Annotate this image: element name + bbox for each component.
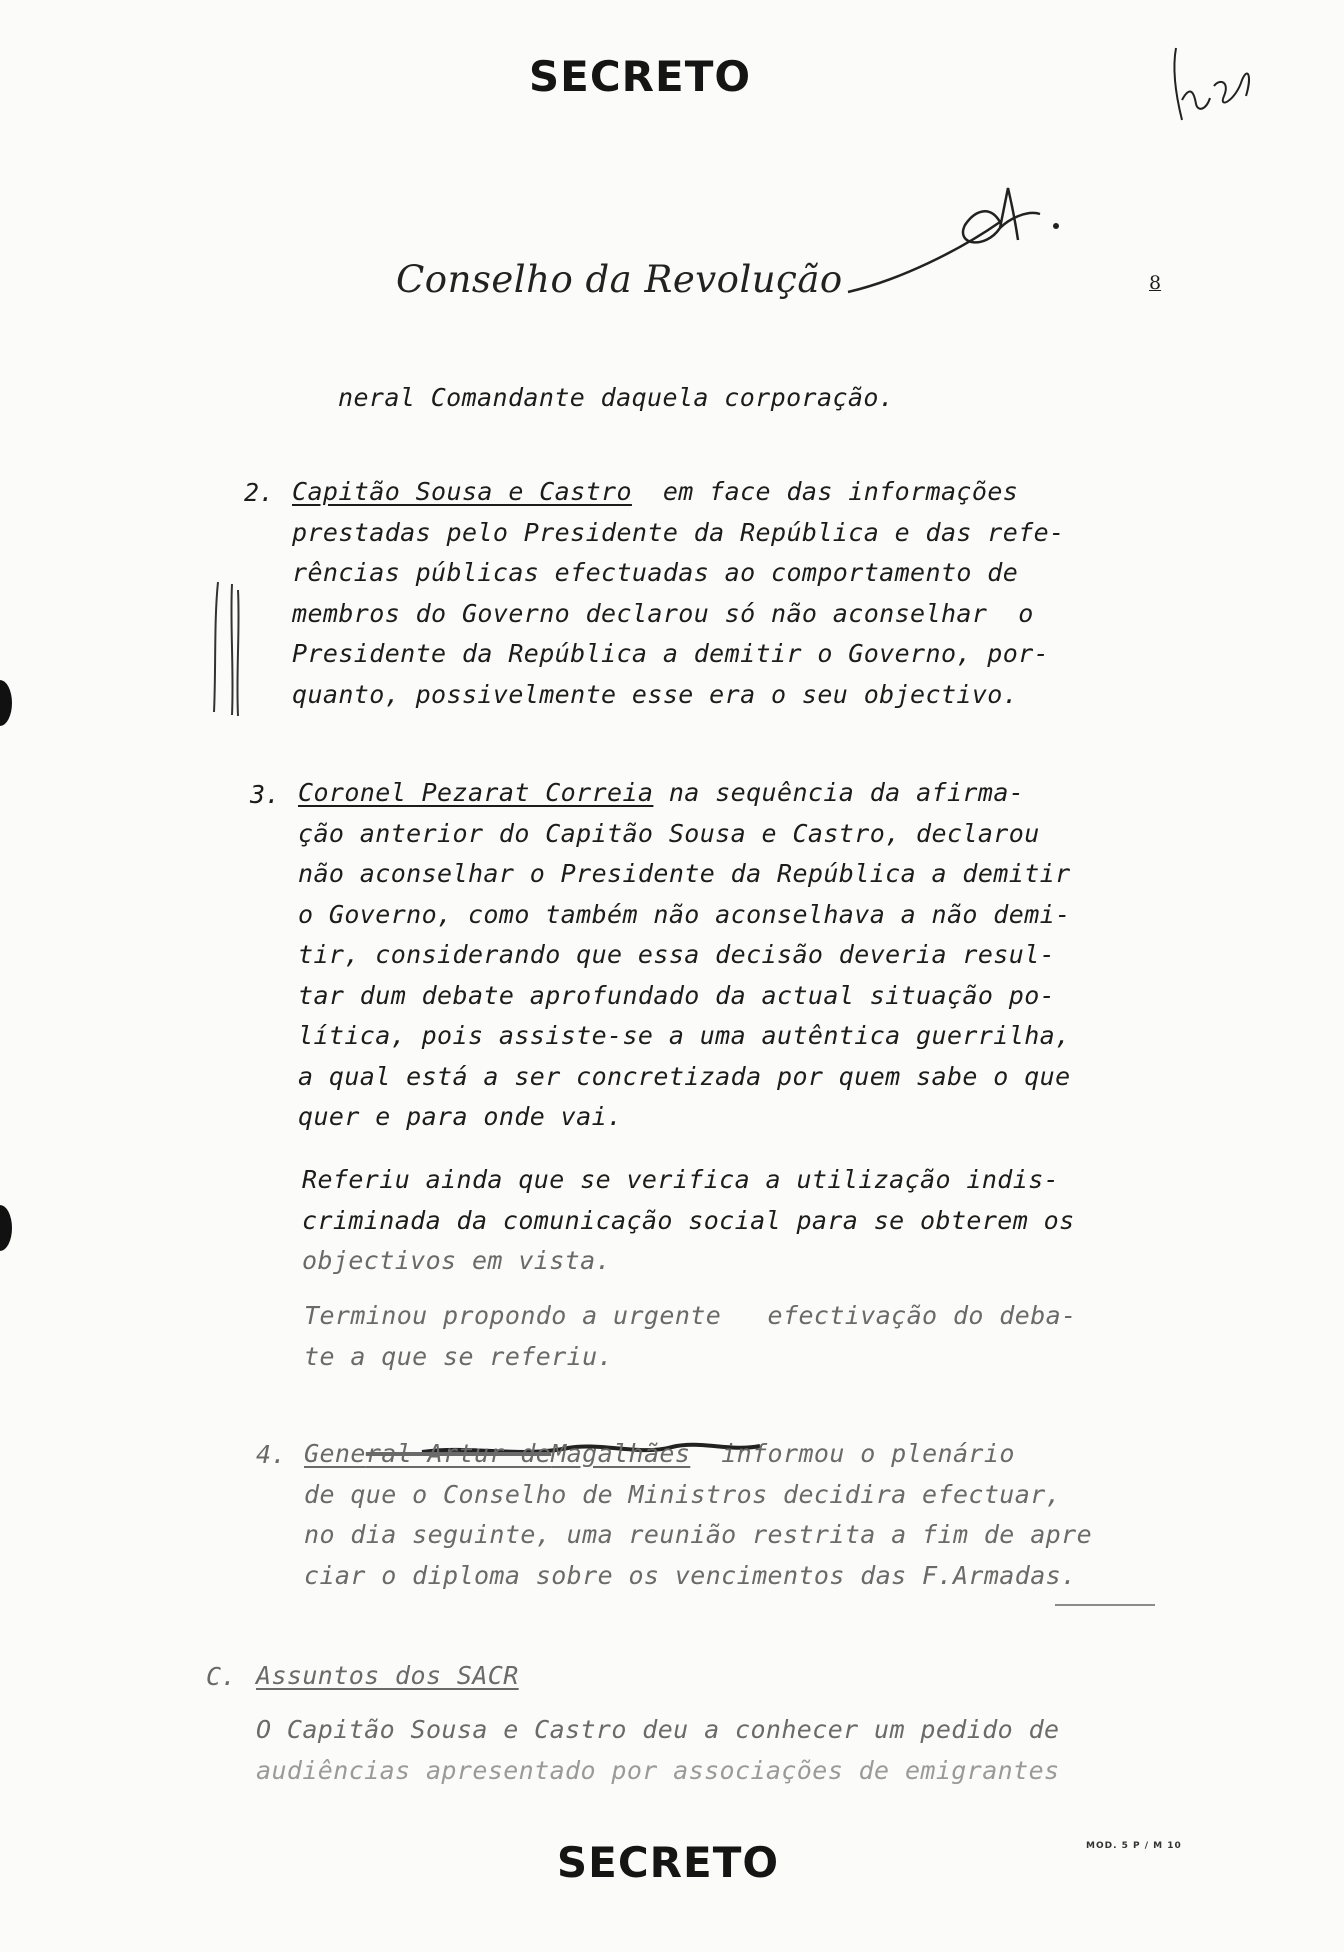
item-2-line-1: prestadas pelo Presidente da República e das refe- <box>292 517 1065 547</box>
item-3-number: 3. <box>250 780 281 809</box>
item-3-line-2: não aconselhar o Presidente da República a demitir <box>298 859 1071 888</box>
item-3-p2-line-0: Referiu ainda que se verifica a utilização indis- <box>302 1165 1060 1194</box>
item-4-name-struck: ral Artur de <box>365 1439 552 1468</box>
classification-top: SECRETO <box>528 52 752 101</box>
item-3-p2-line-1: criminada da comunicação social para se obterem os <box>302 1205 1075 1235</box>
page-number: 8 <box>1149 272 1162 294</box>
item-4-line-2: no dia seguinte, uma reunião restrita a fim de apre <box>304 1520 1093 1549</box>
item-4-name <box>304 1439 690 1468</box>
margin-bar-1 <box>214 582 218 712</box>
signature-dot <box>1053 223 1059 229</box>
item-3-line-8: quer e para onde vai. <box>298 1102 623 1131</box>
item-4-name-prefix: Gene <box>304 1439 366 1468</box>
item-4-line-0: informou o plenário <box>721 1439 1015 1468</box>
item-3-line-5: tar dum debate aprofundado da actual situação po- <box>298 980 1056 1010</box>
item-3-p3-line-1: te a que se referiu. <box>304 1341 614 1371</box>
item-2-line-0: em face das informações <box>662 477 1019 506</box>
item-3-line-6: lítica, pois assiste-se a uma autêntica guerrilha, <box>298 1021 1071 1050</box>
item-2-name: Capitão Sousa e Castro <box>292 477 632 506</box>
margin-bar-2 <box>231 584 232 715</box>
section-c-title: Assuntos dos SACR <box>256 1661 519 1690</box>
item-3-paragraph-3 <box>304 1296 1077 1377</box>
item-3-line-4: tir, considerando que essa decisão deveria resul- <box>298 940 1056 969</box>
item-3-line-3: o Governo, como também não aconselhava a não demi- <box>298 899 1071 929</box>
classification-bottom: SECRETO <box>556 1838 780 1887</box>
item-3-paragraph-2 <box>302 1160 1075 1282</box>
item-2-line-4: Presidente da República a demitir o Governo, por- <box>292 639 1050 668</box>
item-4-line-1: de que o Conselho de Ministros decidira efectuar, <box>304 1479 1062 1509</box>
signature-stroke <box>848 188 1018 292</box>
item-3-line-7: a qual está a ser concretizada por quem sabe o que <box>298 1061 1071 1091</box>
item-4-number: 4. <box>256 1440 287 1469</box>
section-c-body <box>256 1710 1059 1791</box>
item-3-line-0: na sequência da afirma- <box>668 778 1025 807</box>
item-2-line-3: membros do Governo declarou só não aconselhar o <box>292 598 1034 628</box>
item-3-block <box>298 773 1071 1138</box>
item-4-block <box>304 1434 1092 1596</box>
item-3-name: Coronel Pezarat Correia <box>298 778 654 807</box>
item-3-p3-line-0: Terminou propondo a urgente efectivação do deba- <box>304 1301 1077 1330</box>
item-2-block <box>292 472 1065 715</box>
item-4-line-3: ciar o diploma sobre os vencimentos das F.Armadas. <box>304 1560 1077 1590</box>
item-3-p2-line-2: objectivos em vista. <box>302 1246 612 1275</box>
signature-flourish <box>1000 213 1040 228</box>
item-4-name-rest: Magalhães <box>551 1439 691 1468</box>
margin-bar-3 <box>237 590 238 716</box>
form-code: MOD. 5 P / M 10 <box>1086 1841 1182 1851</box>
item-2-line-5: quanto, possivelmente esse era o seu objectivo. <box>292 679 1019 709</box>
council-title: Conselho da Revolução <box>396 258 843 301</box>
section-c-letter: C. <box>206 1662 237 1691</box>
continuation-line: neral Comandante daquela corporação. <box>338 383 895 412</box>
item-3-line-1: ção anterior do Capitão Sousa e Castro, declarou <box>298 818 1040 848</box>
section-c-line-1: audiências apresentado por associações de emigrantes <box>256 1755 1060 1785</box>
item-2-line-2: rências públicas efectuadas ao comportamento de <box>292 558 1019 587</box>
section-c-line-0: O Capitão Sousa e Castro deu a conhecer um pedido de <box>256 1715 1060 1744</box>
item-2-number: 2. <box>244 478 275 507</box>
